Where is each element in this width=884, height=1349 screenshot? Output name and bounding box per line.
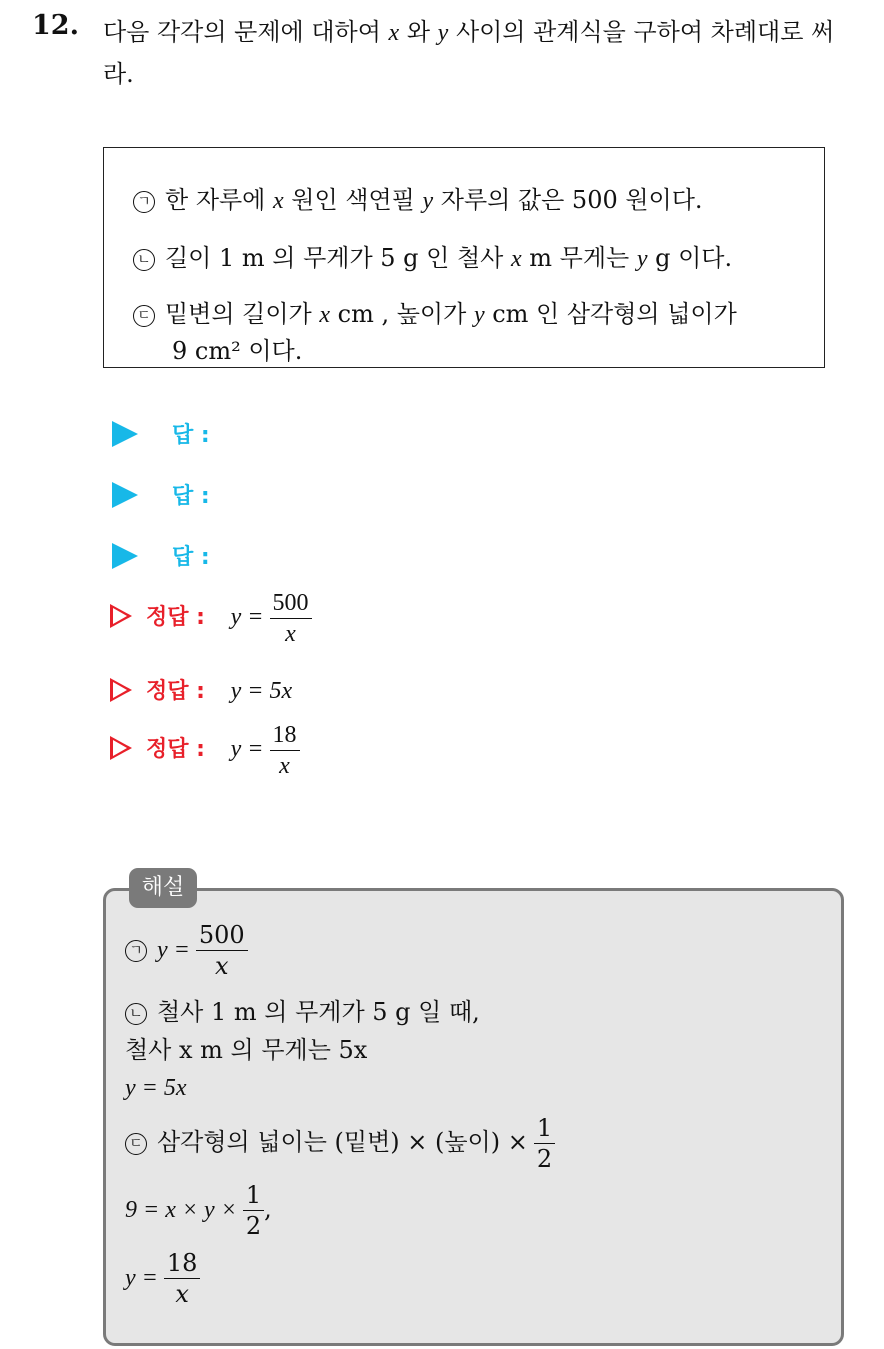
circle-marker-icon: ㄷ [133,305,155,327]
explanation-line: y = 5x [125,1075,187,1101]
outline-arrow-icon [110,604,132,628]
play-arrow-icon [112,421,138,447]
explanation-line: y = $\frac{18}{x}$ [125,1250,200,1307]
play-arrow-icon [112,543,138,569]
answer-row: 답 : [112,540,210,571]
circle-marker-icon: ㄴ [125,1003,147,1025]
circle-marker-icon: ㄱ [125,940,147,962]
explanation-line: ㄴ 철사 1 m 의 무게가 5 g 일 때, [125,995,480,1029]
explanation-line: ㄷ 삼각형의 넓이는 (밑변) × (높이) × $\frac{1}{2}$ [125,1115,555,1172]
solution-row: 정답 : y = $\frac{500}{x}$ [110,590,312,647]
answer-row: 답 : [112,479,210,510]
question-number: 12. [32,10,79,41]
explanation-line: 철사 x m 의 무게는 5x [125,1036,368,1064]
fraction: $\frac{500}{x}$ [270,590,312,647]
problem-item-c-line2: 9 cm² 이다. [172,337,303,365]
fraction: $\frac{18}{x}$ [270,722,300,779]
solution-row: 정답 : y = 5x [110,674,292,705]
circle-marker-icon: ㄷ [125,1133,147,1155]
problem-item-a: ㄱ 한 자루에 x 원인 색연필 y 자루의 값은 500 원이다. [133,184,703,217]
question-text: 다음 각각의 문제에 대하여 x 와 y 사이의 관계식을 구하여 차례대로 써라. [103,18,835,88]
answer-row: 답 : [112,418,210,449]
problem-item-c: ㄷ 밑변의 길이가 x cm , 높이가 y cm 인 삼각형의 넓이가 [133,298,737,331]
outline-arrow-icon [110,736,132,760]
explanation-line: ㄱ y = $\frac{500}{x}$ [125,922,248,979]
play-arrow-icon [112,482,138,508]
circle-marker-icon: ㄴ [133,249,155,271]
problem-item-b: ㄴ 길이 1 m 의 무게가 5 g 인 철사 x m 무게는 y g 이다. [133,242,732,275]
circle-marker-icon: ㄱ [133,191,155,213]
explanation-line: 9 = x × y × $\frac{1}{2}$ , [125,1181,272,1240]
explanation-tag: 해설 [129,868,197,908]
outline-arrow-icon [110,678,132,702]
solution-row: 정답 : y = $\frac{18}{x}$ [110,722,300,779]
